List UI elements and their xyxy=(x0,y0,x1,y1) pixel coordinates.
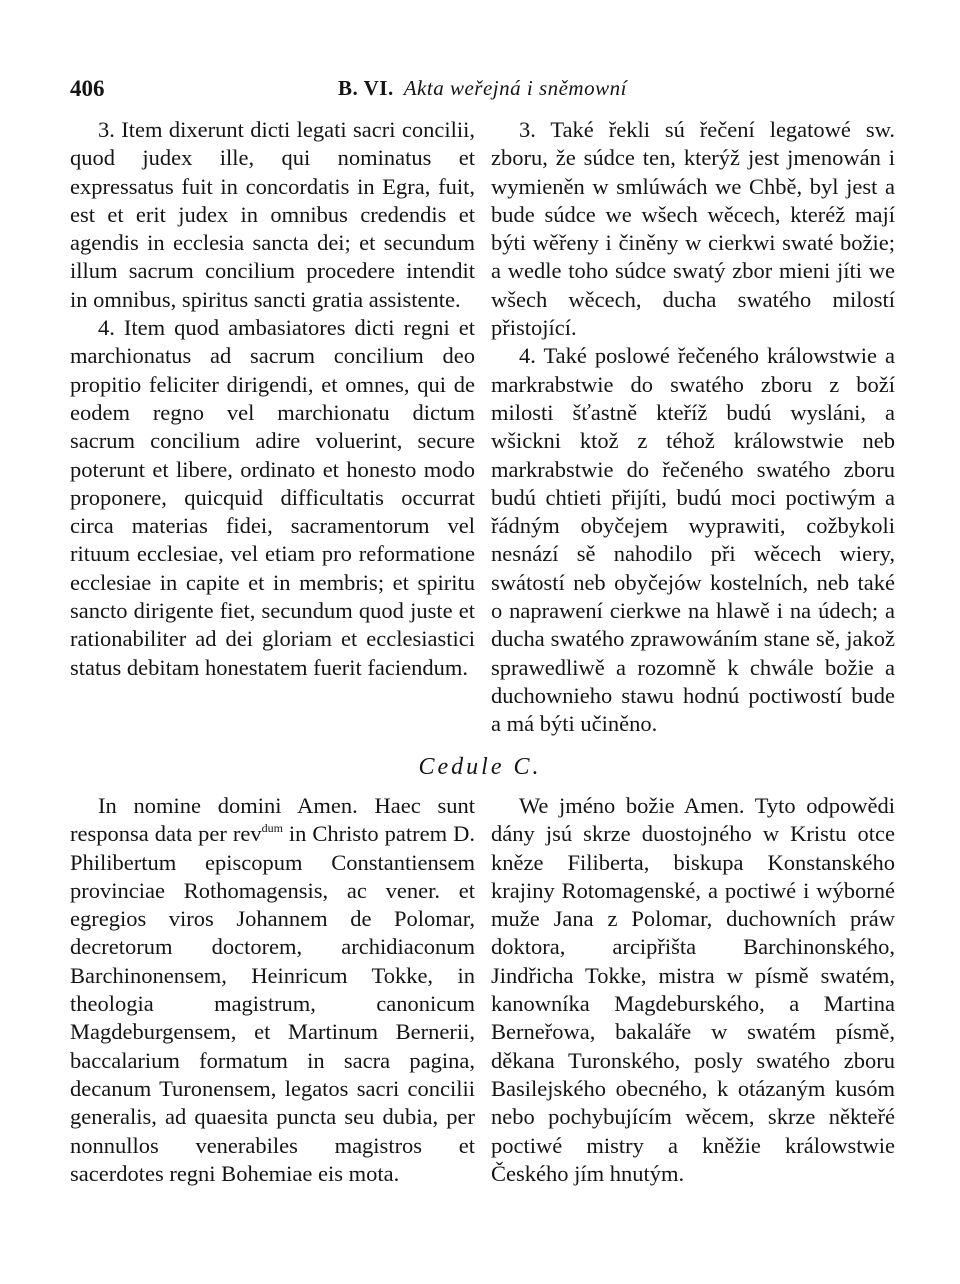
czech-column-bottom xyxy=(491,792,895,1188)
latin-column-top xyxy=(70,116,475,682)
running-title xyxy=(338,76,627,101)
abbreviation-superscript: dum xyxy=(261,821,283,836)
latin-paragraph-4: 4. Item quod ambasiatores dicti regni et marchionatus ad sacrum concilium deo propitio feliciter dirigendi, et omnes, qui de eodem regno vel marchionatu dictum sacrum concilium adire voluerint, secure poterunt et libere, ordinato et honesto modo proponere, quicquid difficultatis occurrat circa materias fidei, sacramentorum vel rituum ecclesiae, vel etiam pro reformatione ecclesiae in capite et in membris; et spiritu sancto dirigente fiet, secundum quod juste et rationabiliter ad dei gloriam et ecclesiastici status debitam honestatem fuerit faciendum. xyxy=(70,315,475,680)
latin-responsa-text-start: In nomine domini Amen. Haec sunt responsa data per rev xyxy=(70,793,475,847)
latin-column-bottom xyxy=(70,792,475,1188)
page-number: 406 xyxy=(70,76,105,101)
czech-column-top xyxy=(491,116,895,739)
latin-paragraph-3: 3. Item dixerunt dicti legati sacri concilii, quod judex ille, qui nominatus et expressatus fuit in concordatis in Egra, fuit, est et erit judex in omnibus credendis et agendis in ecclesia sancta dei; et secundum illum sacrum concilium procedere intendit in omnibus, spiritus sancti gratia assistente. xyxy=(70,117,475,312)
book-section: B. VI. xyxy=(338,76,394,100)
cedule-heading: Cedule C. xyxy=(418,754,542,780)
czech-paragraph-4: 4. Také poslowé řečeného králowstwie a markrabstwie do swatého zboru z boží milosti šťastně kteříž budú wysláni, a wšickni ktož z téhož králowstwie neb markrabstwie do řečeného swatého zboru budú chtieti přijíti, budú moci poctiwým a řádným obyčejem wyprawiti, cožbykoli nesnází sě nahodilo při wěcech wiery, swátostí neb obyčejów kostelních, neb také o naprawení cierkwe na hlawě i na údech; a ducha swatého zprawowáním stane sě, jakož sprawedliwě a rozomně k chwále božie a duchownieho stawu hodnú poctiwostí bude a má býti učiněno. xyxy=(491,343,895,737)
latin-responsa-text-end: in Christo patrem D. Philibertum episcopum Constantiensem provinciae Rothomagensis, ac vener. et egregios viros Johannem de Polomar, decretorum doctorem, archidiaconum Barchinonensem, Heinricum Tokke, in theologia magistrum, canonicum Magdeburgensem, et Martinum Bernerii, baccalarium formatum in sacra pagina, decanum Turonensem, legatos sacri concilii generalis, ad quaesita puncta seu dubia, per nonnullos venerabiles magistros et sacerdotes regni Bohemiae eis mota. xyxy=(70,821,475,1186)
latin-responsa-paragraph xyxy=(70,792,475,1188)
czech-odpovedi-paragraph: We jméno božie Amen. Tyto odpowědi dány jsú skrze duostojného w Kristu otce kněze Filiberta, biskupa Konstanského krajiny Rotomagenské, a poctiwé i wýborné muže Jana z Polomar, duchowních práw doktora, arcipřišta Barchinonského, Jindřicha Tokke, mistra w písmě swatém, kanowníka Magdeburského, a Martina Berneřowa, bakaláře w swatém písmě, děkana Turonského, posly swatého zboru Basilejského obecného, k otázaným kusóm nebo pochybujícím wěcem, skrze někteřé poctiwé mistry a kněžie králowstwie Českého jím hnutým. xyxy=(491,793,895,1186)
section-title: Akta weřejná i sněmowní xyxy=(403,76,627,100)
running-head xyxy=(70,76,890,108)
czech-paragraph-3: 3. Také řekli sú řečení legatowé sw. zboru, že súdce ten, kterýž jest jmenowán i wymieněn w smlúwách we Chbě, byl jest a bude súdce we wšech wěcech, kteréž mají býti wěřeny i činěny w cierkwi swaté božie; a wedle toho súdce swatý zbor mieni jíti we wšech wěcech, ducha swatého milostí přistojící. xyxy=(491,117,895,341)
